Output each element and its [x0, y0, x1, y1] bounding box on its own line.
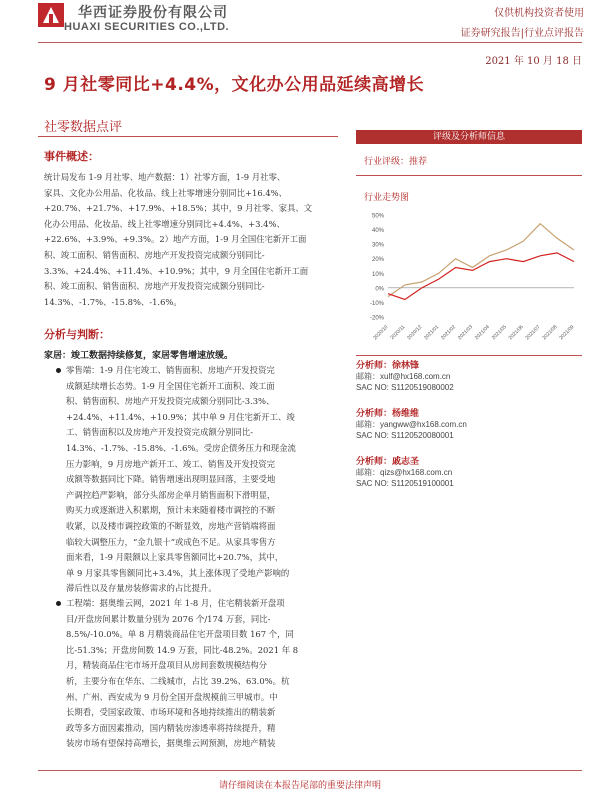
- text-line: 14.3%、-1.7%、-15.8%、-1.6%。受房企债务压力和现金流: [66, 442, 296, 453]
- text-line: 压力影响，9 月房地产新开工、竣工、销售及开发投资完: [66, 458, 275, 469]
- text-line: 3.3%、+24.4%、+11.4%、+10.9%；其中，9 月全国住宅新开工面: [44, 265, 309, 276]
- analyst-sac: SAC NO: S1120519080002: [356, 383, 454, 392]
- y-tick-label: 10%: [371, 271, 384, 278]
- y-tick-label: -20%: [369, 315, 384, 322]
- analysis-subheading: 家居：竣工数据持续修复，家居零售增速放缓。: [44, 351, 234, 361]
- analyst-email[interactable]: qizs@hx168.com.cn: [380, 468, 453, 477]
- text-line: 14.3%、-1.7%、-15.8%、-1.6%。: [44, 296, 182, 307]
- x-tick-label: 2021/08: [541, 324, 559, 342]
- text-line: +24.4%、+11.4%、+10.9%；其中单 9 月住宅新开工、竣: [66, 411, 295, 422]
- sidebar-divider: [356, 175, 582, 176]
- analyst-email-row: [356, 467, 582, 478]
- y-tick-label: 30%: [371, 242, 384, 249]
- industry-trend-chart: [356, 209, 582, 349]
- retail-paragraph: [66, 363, 344, 597]
- analyst-card: [356, 406, 582, 441]
- text-line: +22.6%、+3.9%、+9.3%。2）地产方面，1-9 月全国住宅新开工面: [44, 234, 307, 245]
- text-line: 成额等数据同比下降。销售增速出现明显回落，主要受地: [66, 474, 276, 485]
- analyst-name: 戚志圣: [392, 457, 420, 467]
- email-label: 邮箱：: [356, 372, 380, 381]
- analyst-email[interactable]: xulf@hx168.com.cn: [380, 372, 451, 381]
- engineering-body: [66, 596, 344, 752]
- text-line: 工、销售面积以及房地产开发投资完成额分别同比-: [66, 427, 254, 438]
- rating-row: [356, 154, 582, 167]
- bullet-icon: [56, 368, 61, 373]
- x-tick-label: 2021/03: [456, 324, 474, 342]
- text-line: 面来看，1-9 月限额以上家具零售额同比+20.7%，其中，: [66, 552, 284, 563]
- analysis-section: [44, 326, 344, 361]
- audience-tag: 仅供机构投资者使用: [494, 8, 584, 19]
- retail-body: [66, 363, 344, 597]
- y-tick-label: 20%: [371, 257, 384, 264]
- section-label: 社零数据点评: [44, 120, 123, 135]
- x-tick-label: 2021/01: [423, 324, 441, 342]
- legal-notice: 请仔细阅读在本报告尾部的重要法律声明: [218, 781, 381, 791]
- huaxi-logo-icon: [38, 3, 64, 27]
- email-label: 邮箱：: [356, 420, 380, 429]
- text-line: 收紧，以及楼市调控政策的不断显效，房地产营销端将面: [66, 520, 276, 531]
- analyst-name: 徐林锋: [392, 361, 420, 371]
- company-name-cn: 华西证券股份有限公司: [78, 5, 228, 21]
- x-axis-ticks: [372, 324, 575, 341]
- text-line: 政等多方面因素推动，国内精装房渗透率将持续提升，精: [66, 722, 276, 733]
- text-line: 单 9 月家具零售额同比+3.4%，其上涨体现了受地产影响的: [66, 567, 290, 578]
- series-line-1: [388, 224, 574, 297]
- text-line: +20.7%、+21.7%、+17.9%、+18.5%；其中，9 月社零、家具、文: [44, 203, 313, 214]
- y-tick-label: -10%: [369, 300, 384, 307]
- y-tick-label: 0%: [375, 286, 384, 293]
- x-tick-label: 2021/05: [490, 324, 508, 342]
- analyst-email-row: [356, 419, 582, 430]
- x-tick-label: 2021/06: [507, 324, 525, 342]
- text-line: 积、竣工面积、销售面积、房地产开发投资完成额分别同比-: [44, 281, 265, 292]
- y-tick-label: 50%: [371, 213, 384, 220]
- email-label: 邮箱：: [356, 468, 380, 477]
- analyst-name: 杨维维: [392, 409, 420, 419]
- event-body: [44, 170, 344, 310]
- text-line: 家具、文化办公用品、化妆品、线上社零增速分别同比+16.4%、: [44, 187, 287, 198]
- analyst-sac: SAC NO: S1120519100001: [356, 479, 454, 488]
- x-tick-label: 2021/04: [473, 324, 491, 342]
- text-line: 化办公用品、化妆品、线上社零增速分别同比+4.4%、+3.4%、: [44, 218, 285, 229]
- text-line: 统计局发布 1-9 月社零、地产数据：1）社零方面，1-9 月社零、: [44, 172, 286, 182]
- text-line: 8.5%/-10.0%。单 8 月精装商品住宅开盘项目数 167 个，同: [66, 629, 294, 640]
- trend-label: 行业走势图: [364, 193, 410, 203]
- x-tick-label: 2021/07: [524, 324, 542, 342]
- text-line: 积、竣工面积、销售面积、房地产开发投资完成额分别同比-: [44, 249, 265, 260]
- footer-divider: [38, 770, 582, 771]
- report-type-tag: 证券研究报告|行业点评报告: [460, 28, 584, 39]
- analyst-sac: SAC NO: S1120520080001: [356, 431, 454, 440]
- y-tick-label: 40%: [371, 228, 384, 235]
- text-line: 长期看，受国家政策、市场环境和各地持续推出的精装新: [66, 707, 276, 718]
- text-line: 装房市场有望保持高增长，据奥维云网预测，房地产精装: [66, 738, 276, 749]
- analyst-card: [356, 358, 582, 393]
- rating-value: 推荐: [409, 157, 428, 167]
- rating-label: 行业评级：: [364, 157, 410, 167]
- text-line: 州、广州、西安成为 9 月份全国开盘规模前三甲城市。中: [66, 691, 278, 702]
- text-line: 目/开盘房间累计数量分别为 2076 个/174 万套，同比-: [66, 613, 271, 624]
- analyst-card: [356, 454, 582, 489]
- x-tick-label: 2021/09: [558, 324, 576, 342]
- analyst-email[interactable]: yangww@hx168.com.cn: [380, 420, 467, 429]
- x-tick-label: 2020/12: [406, 324, 424, 342]
- analyst-name-row: [356, 406, 582, 419]
- text-line: 比-51.3%；开盘房间数 14.9 万套，同比-48.2%。2021 年 8: [66, 644, 299, 655]
- analyst-role: 分析师：: [356, 409, 393, 419]
- report-header: [0, 0, 600, 46]
- bullet-icon: [56, 601, 61, 606]
- sidebar-header: 评级及分析师信息: [356, 130, 582, 144]
- text-line: 购买力或逐渐进入积累期，预计未来随着楼市调控的不断: [66, 505, 276, 516]
- text-line: 积、销售面积、房地产开发投资完成额分别同比-3.3%、: [66, 396, 275, 407]
- analyst-email-row: [356, 371, 582, 382]
- analyst-name-row: [356, 358, 582, 371]
- x-tick-label: 2020/10: [372, 324, 390, 342]
- text-line: 成额延续增长态势。1-9 月全国住宅新开工面积、竣工面: [66, 380, 275, 391]
- text-line: 月，精装商品住宅市场开盘项目从房间套数规模结构分: [66, 660, 267, 671]
- text-line: 产调控趋严影响，部分头部房企单月销售面积下滑明显，: [66, 489, 276, 500]
- section-divider: [38, 136, 338, 137]
- company-name-en: HUAXI SECURITIES CO.,LTD.: [64, 21, 230, 33]
- engineering-paragraph: [66, 596, 344, 752]
- text-line: 工程端：据奥维云网，2021 年 1-8 月，住宅精装新开盘项: [66, 598, 285, 608]
- analyst-role: 分析师：: [356, 361, 393, 371]
- text-line: 滞后性以及存量房装修需求的占比提升。: [66, 583, 217, 594]
- text-line: 临较大调整压力，“金九银十”或成色不足。从家具零售方: [66, 536, 276, 547]
- text-line: 零售端：1-9 月住宅竣工、销售面积、房地产开发投资完: [66, 365, 275, 375]
- event-heading: 事件概述：: [44, 150, 99, 163]
- analyst-name-row: [356, 454, 582, 467]
- x-tick-label: 2020/11: [389, 324, 407, 341]
- sidebar-divider: [356, 355, 582, 356]
- report-date: 2021 年 10 月 18 日: [485, 56, 582, 67]
- rating-sidebar: [356, 130, 582, 356]
- event-overview: [44, 148, 344, 310]
- text-line: 析，主要分布在华东、二线城市，占比 39.2%、63.0%。杭: [66, 675, 290, 686]
- header-divider: [38, 42, 582, 43]
- analysis-heading: 分析与判断：: [44, 328, 110, 341]
- x-tick-label: 2021/02: [440, 324, 458, 342]
- series-line-2: [388, 253, 574, 300]
- analyst-role: 分析师：: [356, 457, 393, 467]
- report-title: 9 月社零同比+4.4%，文化办公用品延续高增长: [44, 75, 425, 95]
